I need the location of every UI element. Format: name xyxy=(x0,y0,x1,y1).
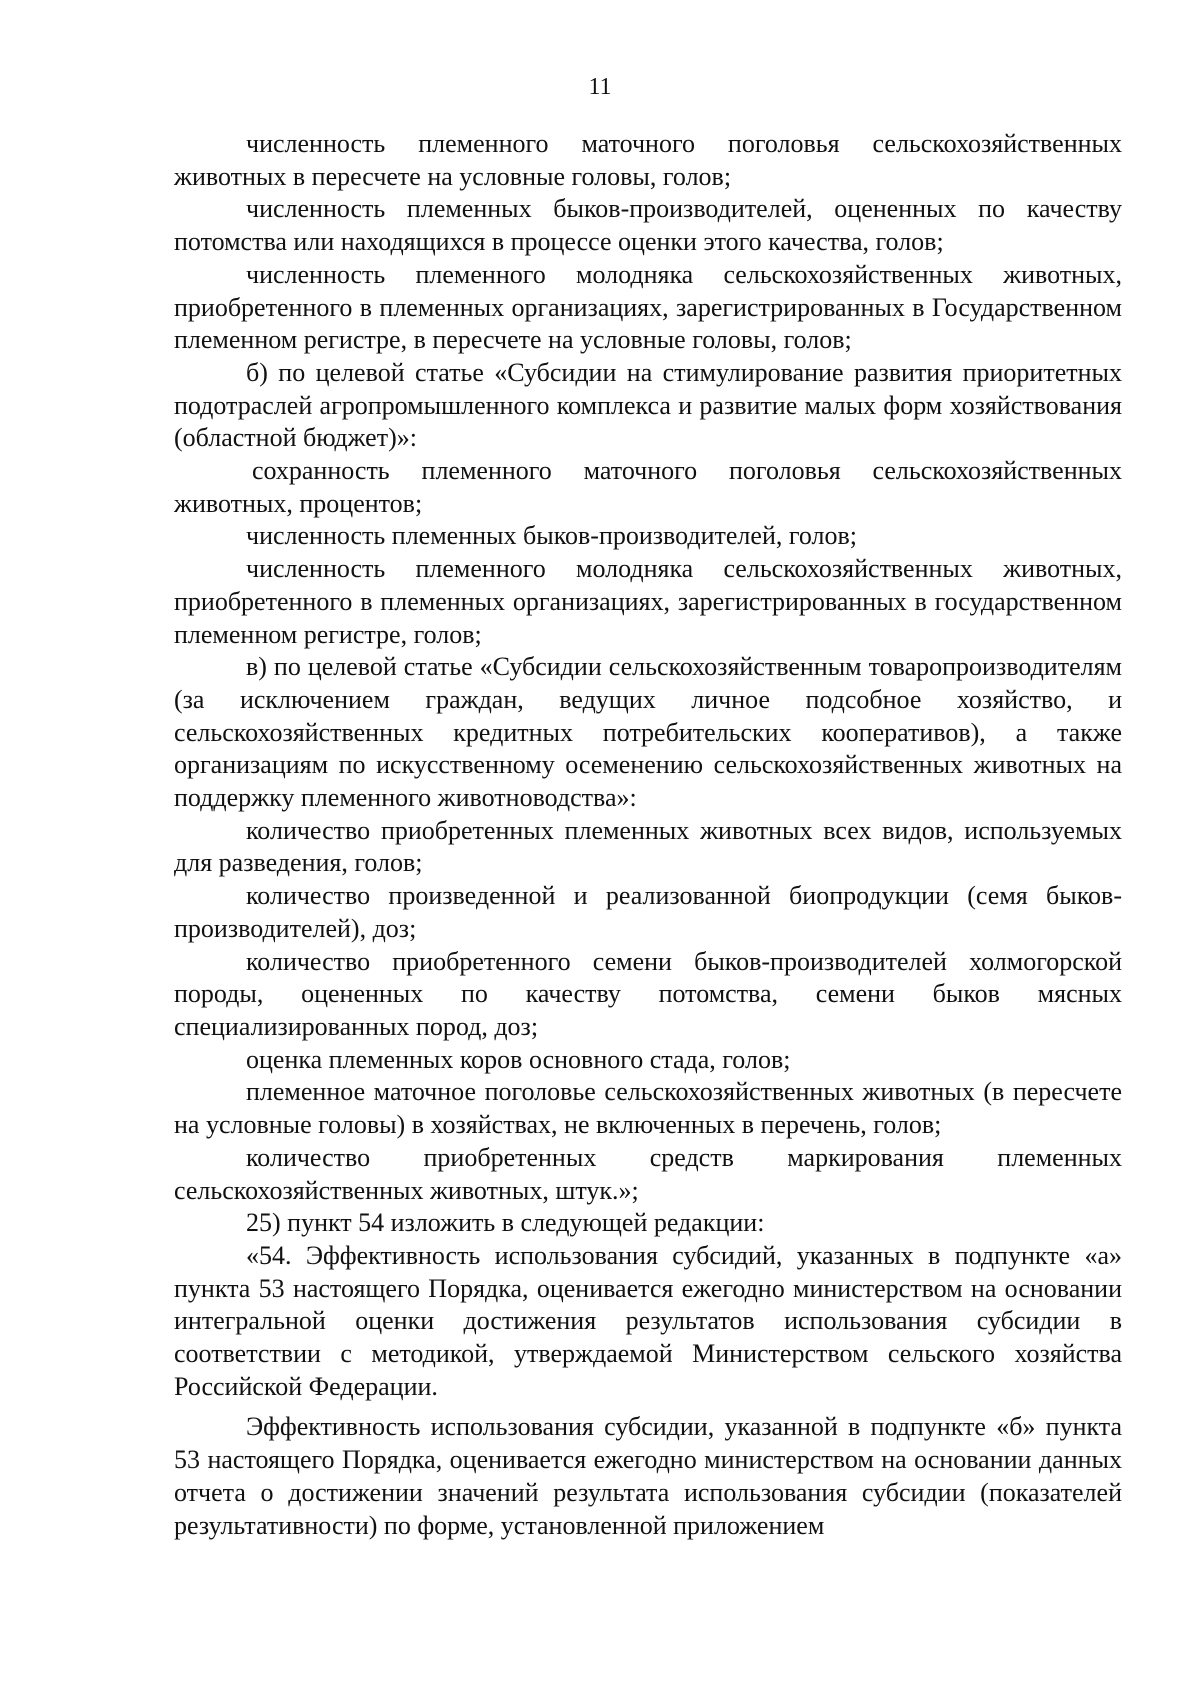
paragraph: количество приобретенных средств маркирования племенных сельскохозяйственных животных, штук.»; xyxy=(174,1142,1122,1205)
paragraph: количество приобретенных племенных животных всех видов, используемых для разведения, голов; xyxy=(174,815,1122,878)
paragraph-point-54: «54. Эффективность использования субсидий, указанных в подпункте «а» пункта 53 настоящего Порядка, оценивается ежегодно министерством на основании интегральной оценки достижения результатов использования субсидии в соответствии с методикой, утверждаемой Министерством сельского хозяйства Российской Федерации. xyxy=(174,1240,1122,1401)
page-number: 11 xyxy=(588,74,612,100)
document-body xyxy=(174,128,1122,1542)
paragraph: численность племенного молодняка сельскохозяйственных животных, приобретенного в племенных организациях, зарегистрированных в Государственном племенном регистре, в пересчете на условные головы, голов; xyxy=(174,259,1122,355)
paragraph: численность племенного маточного поголовья сельскохозяйственных животных в пересчете на условные головы, голов; xyxy=(174,129,1122,191)
paragraph: численность племенного молодняка сельскохозяйственных животных, приобретенного в племенных организациях, зарегистрированных в государственном племенном регистре, голов; xyxy=(174,554,1122,649)
paragraph-subitem-v: в) по целевой статье «Субсидии сельскохозяйственным товаропроизводителям (за исключением граждан, ведущих личное подсобное хозяйство, и сельскохозяйственных кредитных потребительских кооперативов), а также организациям по искусственному осеменению сельскохозяйственных животных на поддержку племенного животноводства»: xyxy=(174,652,1122,813)
paragraph: Эффективность использования субсидии, указанной в подпункте «б» пункта 53 настоящего Порядка, оценивается ежегодно министерством на основании данных отчета о достижении значений результата использования субсидии (показателей результативности) по форме, установленной приложением xyxy=(174,1412,1122,1540)
paragraph: количество приобретенного семени быков-производителей холмогорской породы, оцененных по качеству потомства, семени быков мясных специализированных пород, доз; xyxy=(174,946,1122,1041)
paragraph: количество произведенной и реализованной биопродукции (семя быков-производителей), доз; xyxy=(174,881,1122,943)
paragraph: оценка племенных коров основного стада, голов; xyxy=(246,1044,791,1074)
paragraph-subitem-b: б) по целевой статье «Субсидии на стимулирование развития приоритетных подотраслей агропромышленного комплекса и развитие малых форм хозяйствования (областной бюджет)»: xyxy=(174,357,1122,453)
paragraph: сохранность племенного маточного поголовья сельскохозяйственных животных, процентов; xyxy=(174,456,1122,518)
paragraph: численность племенных быков-производителей, оцененных по качеству потомства или находящихся в процессе оценки этого качества, голов; xyxy=(174,194,1122,257)
paragraph: племенное маточное поголовье сельскохозяйственных животных (в пересчете на условные головы) в хозяйствах, не включенных в перечень, голов; xyxy=(174,1077,1122,1140)
paragraph-item-25: 25) пункт 54 изложить в следующей редакции: xyxy=(246,1208,765,1238)
paragraph: численность племенных быков-производителей, голов; xyxy=(246,521,858,551)
